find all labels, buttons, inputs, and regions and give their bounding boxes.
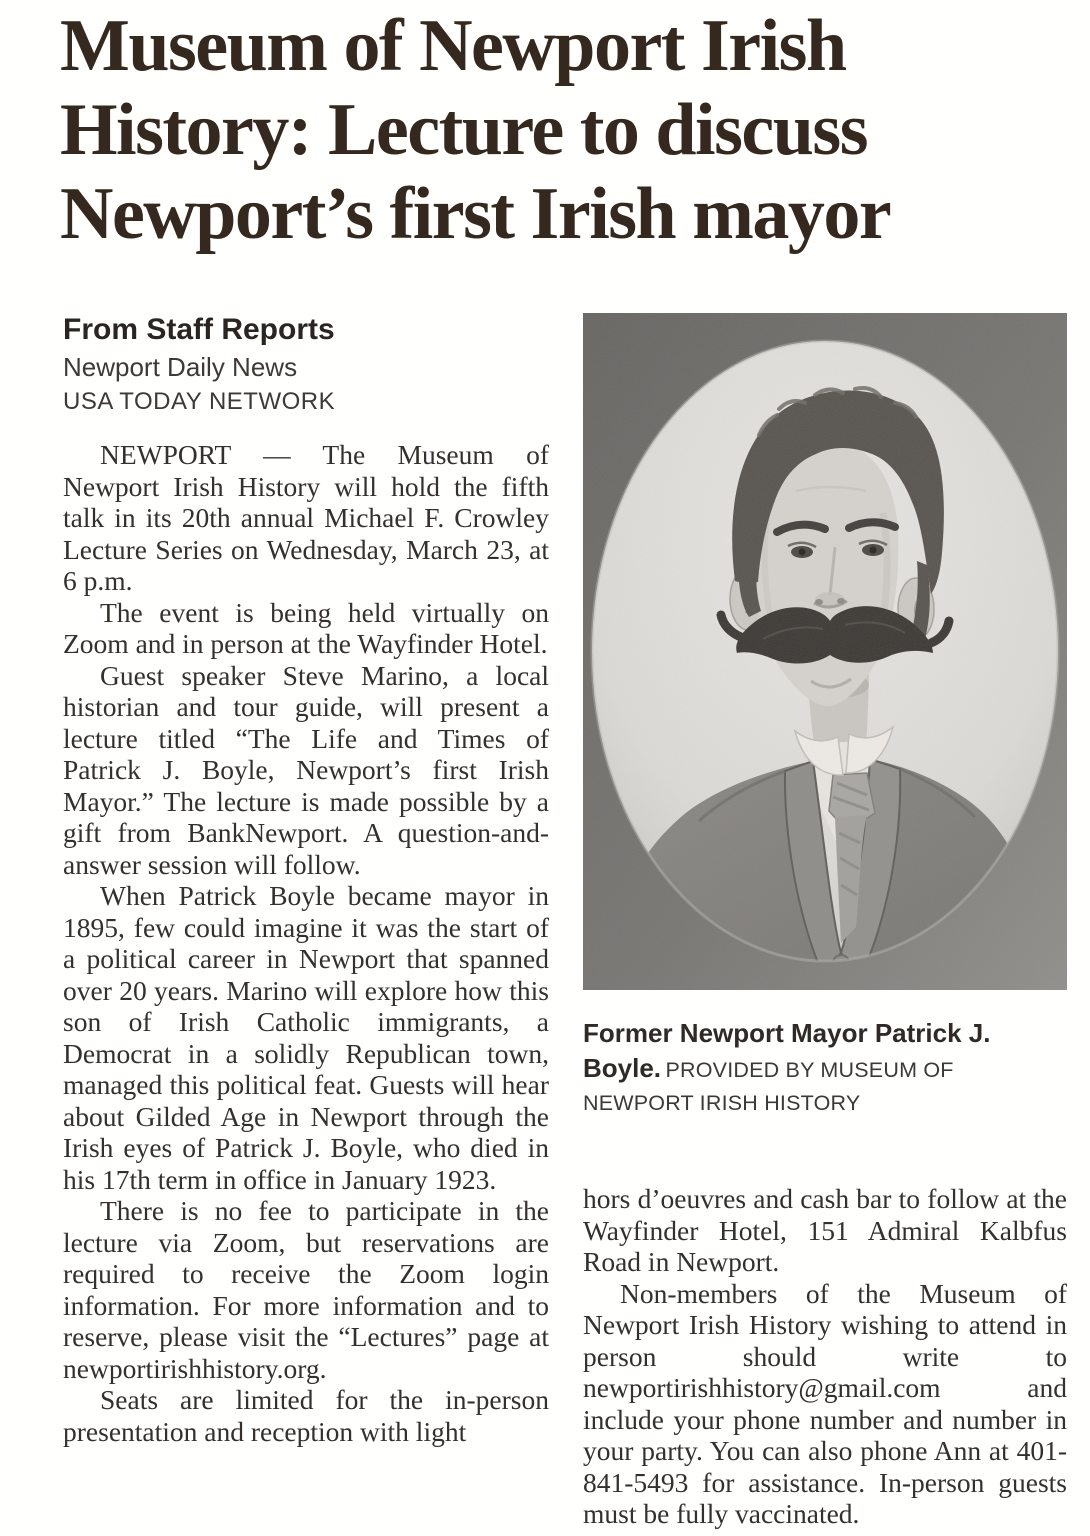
photo-caption-title: Former Newport Mayor Patrick J. Boyle. bbox=[583, 1018, 991, 1083]
byline-author: From Staff Reports bbox=[63, 313, 335, 346]
photo-caption bbox=[583, 1018, 1067, 1121]
article-paragraph: Seats are limited for the in-person presentation and reception with light bbox=[63, 1384, 549, 1447]
headline-line: History: Lecture to discuss bbox=[60, 89, 867, 171]
headline-line: Museum of Newport Irish bbox=[60, 5, 846, 87]
article-paragraph: Non-members of the Museum of Newport Irish History wishing to attend in person should write to newportirishhistory@gmail.com and include your phone number and number in your party. You can also phone Ann at 401-841-5493 for assistance. In-person guests must be fully vaccinated. bbox=[583, 1277, 1067, 1529]
article-paragraph: NEWPORT — The Museum of Newport Irish History will hold the fifth talk in its 20th annual Michael F. Crowley Lecture Series on Wednesday, March 23, at 6 p.m. bbox=[63, 439, 549, 596]
article-column-right-text bbox=[583, 1183, 1067, 1530]
article-column-left bbox=[63, 439, 549, 1447]
article-paragraph: The event is being held virtually on Zoom and in person at the Wayfinder Hotel. bbox=[63, 596, 549, 659]
article-paragraph: Guest speaker Steve Marino, a local historian and tour guide, will present a lecture titled “The Life and Times of Patrick J. Boyle, Newport’s first Irish Mayor.” The lecture is made possible by a gift from BankNewport. A question-and-answer session will follow. bbox=[63, 659, 549, 880]
photo-caption-credit: PROVIDED BY MUSEUM OF NEWPORT IRISH HISTORY bbox=[583, 1058, 954, 1115]
article-column-right bbox=[583, 313, 1067, 1530]
byline-block bbox=[63, 314, 335, 414]
headline-line: Newport’s first Irish mayor bbox=[60, 173, 891, 255]
photo-figure bbox=[583, 313, 1067, 1121]
film-grain-overlay bbox=[583, 313, 1067, 990]
article-headline bbox=[60, 4, 1070, 256]
article-paragraph: There is no fee to participate in the lecture via Zoom, but reservations are required to receive the Zoom login information. For more information and to reserve, please visit the “Lectures” page at newportirishhistory.org. bbox=[63, 1195, 549, 1384]
article-paragraph: hors d’oeuvres and cash bar to follow at the Wayfinder Hotel, 151 Admiral Kalbfus Road in Newport. bbox=[583, 1183, 1067, 1277]
byline-network: USA TODAY NETWORK bbox=[63, 388, 336, 415]
portrait-photo bbox=[583, 313, 1067, 990]
byline-publication: Newport Daily News bbox=[63, 352, 298, 382]
article-paragraph: When Patrick Boyle became mayor in 1895, few could imagine it was the start of a political career in Newport that spanned over 20 years. Marino will explore how this son of Irish Catholic immigrants, a Democrat in a solidly Republican town, managed this political feat. Guests will hear about Gilded Age in Newport through the Irish eyes of Patrick J. Boyle, who died in his 17th term in office in January 1923. bbox=[63, 880, 549, 1195]
